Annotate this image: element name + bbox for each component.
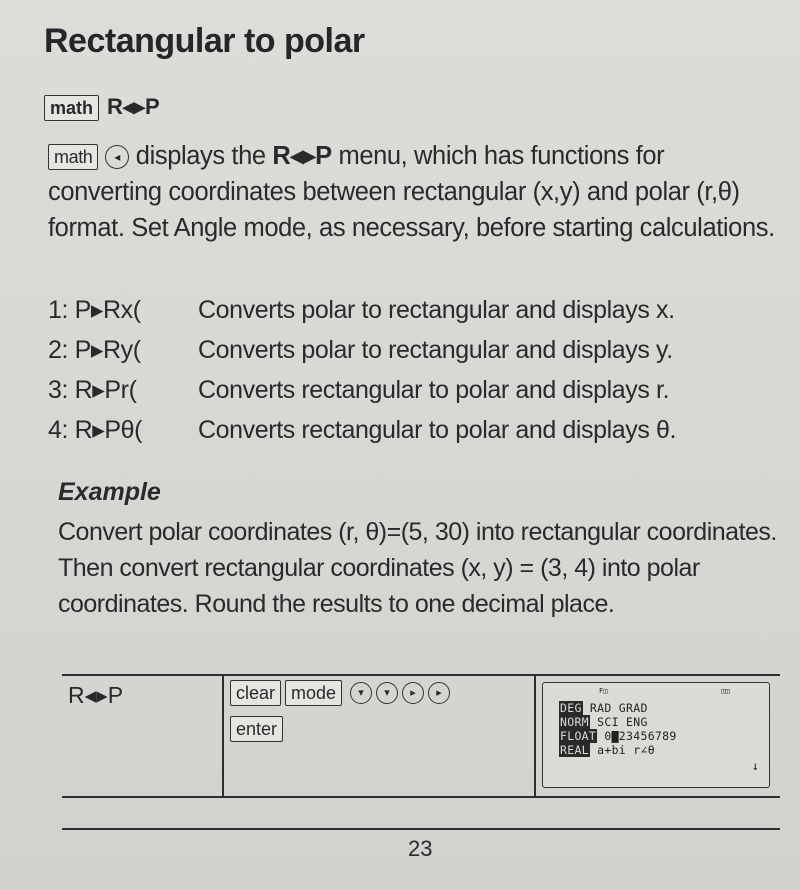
footer-rule [62,828,780,830]
function-row [48,370,676,410]
function-desc: Converts polar to rectangular and displays y. [198,336,673,364]
screen-line [559,715,648,729]
keystroke-row [230,680,450,706]
keystroke-row [230,716,287,742]
math-key: math [44,95,99,121]
screen-options: a+bi r∠θ [589,743,655,757]
screen-selected: DEG [560,701,582,715]
left-arrow-key-icon: ◂ [105,145,129,169]
table-menu-label: R◂▸P [68,682,124,708]
menu-heading [44,94,160,121]
function-row [48,290,676,330]
down-arrow-key-icon: ▾ [376,682,398,704]
page-number: 23 [408,836,433,861]
keystroke-table [62,674,780,798]
screen-status-right: ◫◫ [721,687,730,695]
clear-key: clear [230,680,281,706]
screen-line [559,743,655,757]
function-desc: Converts rectangular to polar and displays r. [198,376,670,404]
screen-options: RAD GRAD [582,701,648,715]
table-divider [534,674,536,798]
table-top-rule [62,674,780,676]
function-name: 4: R▸Pθ( [48,416,143,444]
right-arrow-key-icon: ▸ [428,682,450,704]
table-divider [222,674,224,798]
down-arrow-key-icon: ▾ [350,682,372,704]
calculator-screen [542,682,770,788]
screen-line [559,701,648,715]
screen-selected: NORM [560,715,589,729]
screen-line [559,729,677,743]
function-row [48,410,676,450]
mode-key: mode [285,680,342,706]
table-bottom-rule [62,796,780,798]
screen-options: SCI ENG [589,715,648,729]
menu-heading-label: R◂▸P [107,94,160,119]
intro-paragraph [48,138,778,246]
function-desc: Converts polar to rectangular and displays x. [198,296,675,324]
function-name: 3: R▸Pr( [48,376,137,404]
scroll-down-icon: ↓ [751,759,759,773]
screen-options: 0▇23456789 [597,729,677,743]
example-body: Convert polar coordinates (r, θ)=(5, 30) into rectangular coordinates. Then convert rectangular coordinates (x, y) = (3, 4) into polar coordinates. Round the results to one decimal place. [58,518,777,618]
function-row [48,330,676,370]
screen-selected: REAL [560,743,589,757]
right-arrow-key-icon: ▸ [402,682,424,704]
screen-status-left: F◫ [599,687,608,695]
math-key: math [48,144,98,170]
screen-selected: FLOAT [560,729,597,743]
function-list [48,290,676,450]
intro-text-1: displays the [135,142,266,170]
example-heading: Example [58,478,161,506]
intro-menu-name: R◂▸P [272,142,332,170]
intro-text-2: menu, which has functions for converting coordinates between rectangular (x,y) and polar (r,θ) format. Set Angle mode, as necessary, before starting calculations. [48,142,775,242]
function-name: 1: P▸Rx( [48,296,141,324]
page-title: Rectangular to polar [44,22,365,60]
function-desc: Converts rectangular to polar and displays θ. [198,416,677,444]
function-name: 2: P▸Ry( [48,336,141,364]
enter-key: enter [230,716,283,742]
